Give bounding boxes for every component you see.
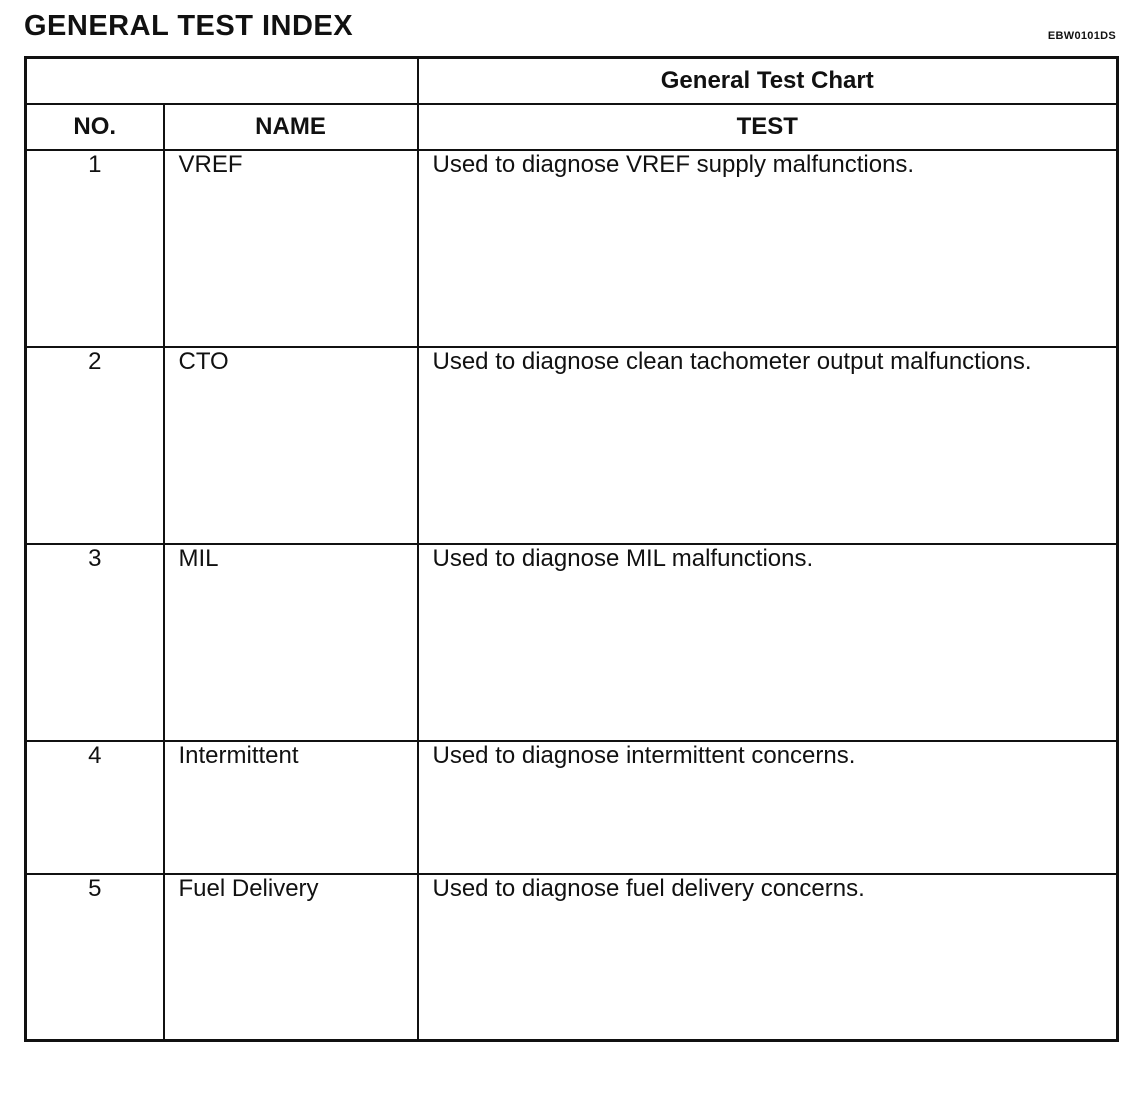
row-test: Used to diagnose intermittent concerns.	[418, 741, 1118, 874]
row-test: Used to diagnose VREF supply malfunctions.	[418, 150, 1118, 347]
row-test: Used to diagnose fuel delivery concerns.	[418, 874, 1118, 1040]
row-name: MIL	[164, 544, 418, 741]
column-header-name: NAME	[164, 104, 418, 150]
row-name: CTO	[164, 347, 418, 544]
column-header-test: TEST	[418, 104, 1118, 150]
document-code: EBW0101DS	[1047, 30, 1116, 42]
general-test-table	[24, 56, 1119, 1042]
column-header-row	[26, 104, 1118, 150]
page-title: GENERAL TEST INDEX	[24, 10, 354, 42]
column-header-no: NO.	[26, 104, 164, 150]
row-name: Intermittent	[164, 741, 418, 874]
row-number: 4	[26, 741, 164, 874]
table-caption-row	[26, 58, 1118, 105]
caption-spacer	[26, 58, 418, 105]
table-caption: General Test Chart	[418, 58, 1118, 105]
table-row	[26, 741, 1118, 874]
row-number: 2	[26, 347, 164, 544]
row-number: 1	[26, 150, 164, 347]
table-row	[26, 150, 1118, 347]
row-name: Fuel Delivery	[164, 874, 418, 1040]
table-row	[26, 544, 1118, 741]
row-number: 3	[26, 544, 164, 741]
table-row	[26, 874, 1118, 1040]
row-test: Used to diagnose MIL malfunctions.	[418, 544, 1118, 741]
row-number: 5	[26, 874, 164, 1040]
table-row	[26, 347, 1118, 544]
row-test: Used to diagnose clean tachometer output malfunctions.	[418, 347, 1118, 544]
row-name: VREF	[164, 150, 418, 347]
